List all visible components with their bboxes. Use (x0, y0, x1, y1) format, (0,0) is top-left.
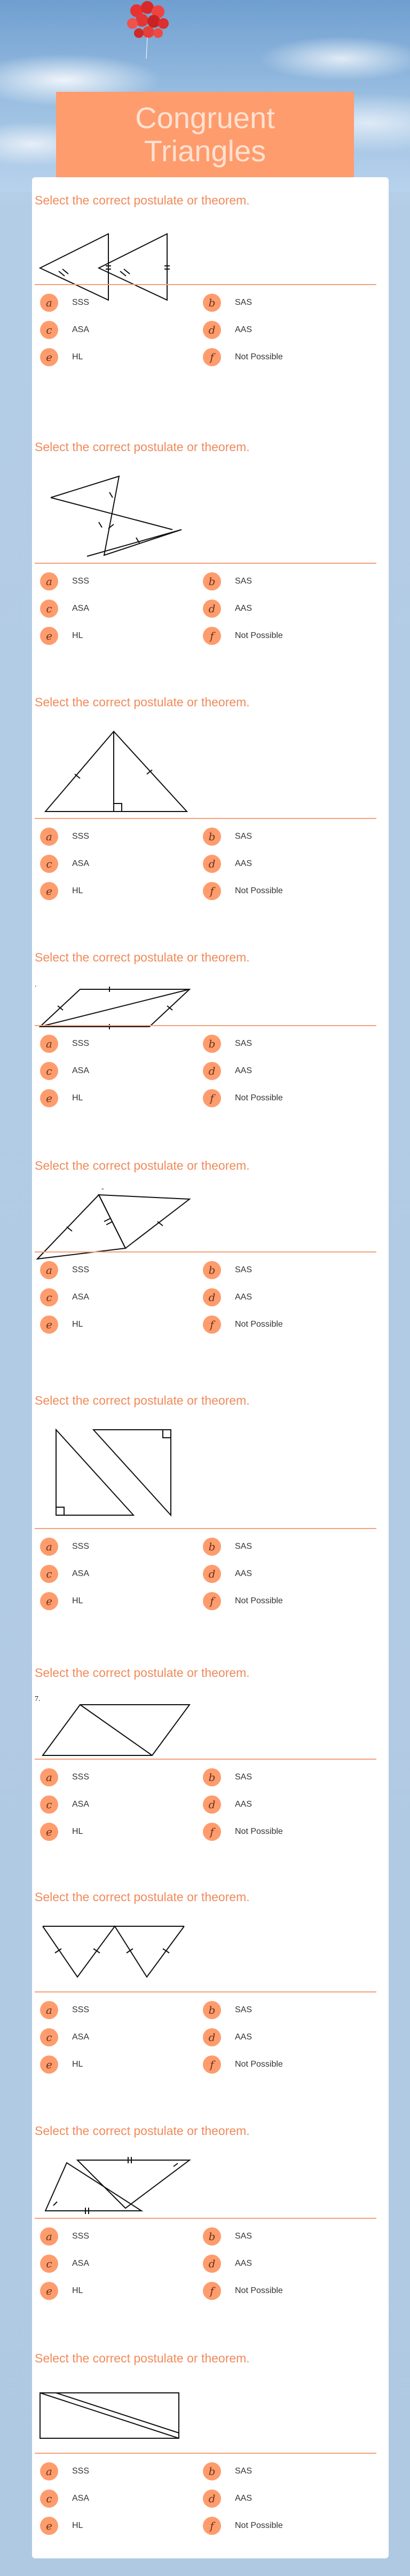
answer-option-a[interactable] (40, 2462, 89, 2480)
option-letter-badge: d (203, 1288, 221, 1306)
option-letter-badge: a (40, 2001, 58, 2019)
option-label: Not Possible (235, 2060, 283, 2069)
answer-option-f[interactable] (203, 1089, 283, 1107)
answer-option-a[interactable] (40, 1035, 89, 1053)
question-prompt: Select the correct postulate or theorem. (35, 950, 250, 964)
triangle-figure (35, 1916, 195, 1988)
answer-option-f[interactable] (203, 1823, 283, 1841)
option-label: SAS (235, 1265, 253, 1274)
option-label: HL (72, 886, 83, 895)
answer-option-d[interactable] (203, 321, 252, 339)
question-prompt: Select the correct postulate or theorem. (35, 2124, 250, 2138)
option-label: HL (72, 2521, 83, 2530)
balloons-image (121, 0, 174, 59)
answer-option-e[interactable] (40, 1089, 83, 1107)
divider (35, 1991, 376, 1992)
option-label: ASA (72, 1066, 90, 1075)
option-letter-badge: a (40, 294, 58, 312)
option-label: SSS (72, 1542, 90, 1551)
option-letter-badge: e (40, 2055, 58, 2074)
option-letter-badge: e (40, 2282, 58, 2300)
option-label: Not Possible (235, 886, 283, 895)
answer-option-f[interactable] (203, 882, 283, 900)
option-label: SSS (72, 1773, 90, 1782)
option-letter-badge: e (40, 1823, 58, 1841)
option-label: AAS (235, 604, 253, 613)
option-letter-badge: e (40, 882, 58, 900)
question-prompt: Select the correct postulate or theorem. (35, 2351, 250, 2365)
answer-option-a[interactable] (40, 2227, 89, 2246)
page-title: Congruent Triangles (135, 101, 275, 168)
option-label: HL (72, 1596, 83, 1605)
answer-option-c[interactable] (40, 1795, 89, 1814)
option-label: AAS (235, 2259, 253, 2268)
triangle-figure (35, 976, 195, 1043)
answer-option-e[interactable] (40, 1823, 83, 1841)
option-letter-badge: b (203, 572, 221, 590)
option-letter-badge: a (40, 572, 58, 590)
option-letter-badge: e (40, 1592, 58, 1610)
question-prompt: Select the correct postulate or theorem. (35, 193, 250, 207)
answer-option-e[interactable] (40, 627, 83, 645)
option-label: SSS (72, 2005, 90, 2014)
answer-option-d[interactable] (203, 1795, 252, 1814)
option-label: Not Possible (235, 1827, 283, 1836)
option-letter-badge: a (40, 2462, 58, 2480)
answer-option-c[interactable] (40, 2028, 89, 2046)
option-letter-badge: c (40, 600, 58, 618)
option-letter-badge: f (203, 627, 221, 645)
answer-option-c[interactable] (40, 1062, 89, 1080)
option-letter-badge: f (203, 1089, 221, 1107)
option-label: Not Possible (235, 2286, 283, 2295)
option-letter-badge: b (203, 1538, 221, 1556)
answer-option-e[interactable] (40, 1315, 83, 1334)
option-label: ASA (72, 1800, 90, 1809)
option-letter-badge: c (40, 1795, 58, 1814)
answer-option-c[interactable] (40, 1288, 89, 1306)
triangle-figure (35, 2377, 195, 2449)
triangle-figure (35, 466, 184, 570)
option-label: SAS (235, 2005, 253, 2014)
option-letter-badge: e (40, 627, 58, 645)
divider (35, 2453, 376, 2454)
option-letter-badge: c (40, 1062, 58, 1080)
triangle-figure (35, 1691, 195, 1769)
option-letter-badge: d (203, 2490, 221, 2508)
answer-option-b[interactable] (203, 572, 252, 590)
answer-option-f[interactable] (203, 2055, 283, 2074)
answer-option-f[interactable] (203, 1592, 283, 1610)
option-label: SSS (72, 2232, 90, 2241)
divider (35, 1528, 376, 1529)
answer-option-a[interactable] (40, 294, 89, 312)
divider (35, 1025, 376, 1026)
option-letter-badge: c (40, 1565, 58, 1583)
option-letter-badge: d (203, 321, 221, 339)
answer-option-f[interactable] (203, 348, 283, 366)
worksheet-card (32, 177, 389, 2558)
answer-option-f[interactable] (203, 627, 283, 645)
option-letter-badge: b (203, 1768, 221, 1786)
answer-option-e[interactable] (40, 348, 83, 366)
option-label: AAS (235, 1066, 253, 1075)
option-letter-badge: f (203, 882, 221, 900)
answer-option-d[interactable] (203, 1288, 252, 1306)
answer-option-b[interactable] (203, 294, 252, 312)
divider (35, 563, 376, 564)
option-letter-badge: a (40, 1261, 58, 1279)
option-letter-badge: b (203, 828, 221, 846)
option-letter-badge: d (203, 1565, 221, 1583)
option-letter-badge: d (203, 855, 221, 873)
option-label: HL (72, 1827, 83, 1836)
question-prompt: Select the correct postulate or theorem. (35, 440, 250, 454)
option-letter-badge: e (40, 348, 58, 366)
option-letter-badge: c (40, 2028, 58, 2046)
option-label: AAS (235, 1569, 253, 1578)
answer-option-a[interactable] (40, 1768, 89, 1786)
option-letter-badge: b (203, 1261, 221, 1279)
option-letter-badge: b (203, 2227, 221, 2246)
triangle-figure (35, 721, 195, 820)
option-letter-badge: f (203, 2055, 221, 2074)
option-label: ASA (72, 604, 90, 613)
divider (35, 284, 376, 285)
answer-option-c[interactable] (40, 321, 89, 339)
answer-option-b[interactable] (203, 2001, 252, 2019)
answer-option-f[interactable] (203, 2282, 283, 2300)
option-letter-badge: d (203, 1062, 221, 1080)
option-letter-badge: c (40, 321, 58, 339)
answer-option-d[interactable] (203, 1062, 252, 1080)
triangle-figure (35, 1184, 195, 1267)
answer-option-d[interactable] (203, 1565, 252, 1583)
figure-label: - (101, 1185, 104, 1193)
question-prompt: Select the correct postulate or theorem. (35, 1393, 250, 1407)
option-label: SSS (72, 1039, 90, 1048)
answer-option-c[interactable] (40, 855, 89, 873)
answer-option-d[interactable] (203, 2490, 252, 2508)
option-letter-badge: d (203, 1795, 221, 1814)
option-label: AAS (235, 1800, 253, 1809)
answer-option-c[interactable] (40, 1565, 89, 1583)
answer-option-e[interactable] (40, 882, 83, 900)
option-label: ASA (72, 2033, 90, 2042)
question-prompt: Select the correct postulate or theorem. (35, 1890, 250, 1904)
option-letter-badge: d (203, 600, 221, 618)
answer-option-c[interactable] (40, 2490, 89, 2508)
figure-label: . (35, 981, 37, 989)
option-label: HL (72, 352, 83, 361)
option-label: AAS (235, 859, 253, 868)
option-label: SSS (72, 577, 90, 586)
option-label: HL (72, 2286, 83, 2295)
answer-option-b[interactable] (203, 2462, 252, 2480)
answer-option-c[interactable] (40, 2255, 89, 2273)
option-letter-badge: f (203, 348, 221, 366)
answer-option-b[interactable] (203, 2227, 252, 2246)
answer-option-d[interactable] (203, 855, 252, 873)
option-letter-badge: d (203, 2255, 221, 2273)
option-letter-badge: e (40, 2517, 58, 2535)
answer-option-a[interactable] (40, 572, 89, 590)
option-letter-badge: f (203, 1592, 221, 1610)
option-letter-badge: c (40, 2255, 58, 2273)
question-prompt: Select the correct postulate or theorem. (35, 1159, 250, 1172)
option-label: ASA (72, 325, 90, 334)
option-letter-badge: b (203, 2001, 221, 2019)
option-label: SAS (235, 832, 253, 841)
option-label: AAS (235, 325, 253, 334)
option-letter-badge: a (40, 2227, 58, 2246)
option-label: SSS (72, 298, 90, 307)
divider (35, 1759, 376, 1760)
option-label: SAS (235, 2467, 253, 2476)
option-label: ASA (72, 1293, 90, 1302)
option-label: ASA (72, 2259, 90, 2268)
option-label: Not Possible (235, 631, 283, 640)
question-prompt: Select the correct postulate or theorem. (35, 695, 250, 709)
sky-header (0, 0, 410, 192)
option-letter-badge: f (203, 1823, 221, 1841)
option-label: SAS (235, 2232, 253, 2241)
option-label: AAS (235, 2033, 253, 2042)
divider (35, 2218, 376, 2219)
option-label: Not Possible (235, 2521, 283, 2530)
option-letter-badge: c (40, 855, 58, 873)
option-label: ASA (72, 2494, 90, 2503)
option-label: SSS (72, 1265, 90, 1274)
triangle-figure (35, 2149, 195, 2221)
option-letter-badge: c (40, 2490, 58, 2508)
option-label: Not Possible (235, 1320, 283, 1329)
answer-option-a[interactable] (40, 828, 89, 846)
option-letter-badge: a (40, 1768, 58, 1786)
answer-option-d[interactable] (203, 2028, 252, 2046)
option-letter-badge: f (203, 2282, 221, 2300)
option-label: SAS (235, 1773, 253, 1782)
triangle-figure (35, 1419, 174, 1529)
option-label: SAS (235, 577, 253, 586)
answer-option-c[interactable] (40, 600, 89, 618)
option-label: SSS (72, 2467, 90, 2476)
option-label: HL (72, 2060, 83, 2069)
option-label: Not Possible (235, 352, 283, 361)
answer-option-b[interactable] (203, 1538, 252, 1556)
option-label: Not Possible (235, 1596, 283, 1605)
option-label: Not Possible (235, 1093, 283, 1102)
option-label: HL (72, 1320, 83, 1329)
answer-option-e[interactable] (40, 2517, 83, 2535)
option-label: HL (72, 631, 83, 640)
option-letter-badge: b (203, 2462, 221, 2480)
option-letter-badge: b (203, 294, 221, 312)
divider (35, 818, 376, 819)
answer-option-d[interactable] (203, 2255, 252, 2273)
option-label: SAS (235, 298, 253, 307)
answer-option-b[interactable] (203, 1035, 252, 1053)
question-prompt: Select the correct postulate or theorem. (35, 1666, 250, 1680)
option-letter-badge: a (40, 1035, 58, 1053)
answer-option-f[interactable] (203, 1315, 283, 1334)
answer-option-e[interactable] (40, 2055, 83, 2074)
option-letter-badge: a (40, 828, 58, 846)
answer-option-e[interactable] (40, 2282, 83, 2300)
option-letter-badge: b (203, 1035, 221, 1053)
answer-option-a[interactable] (40, 2001, 89, 2019)
divider (35, 1251, 376, 1252)
option-label: ASA (72, 859, 90, 868)
option-label: HL (72, 1093, 83, 1102)
option-letter-badge: d (203, 2028, 221, 2046)
option-letter-badge: a (40, 1538, 58, 1556)
answer-option-b[interactable] (203, 1261, 252, 1279)
option-label: SAS (235, 1039, 253, 1048)
option-label: SAS (235, 1542, 253, 1551)
figure-label: 7. (35, 1695, 41, 1703)
option-letter-badge: f (203, 1315, 221, 1334)
option-letter-badge: e (40, 1089, 58, 1107)
option-letter-badge: e (40, 1315, 58, 1334)
answer-option-b[interactable] (203, 828, 252, 846)
answer-option-b[interactable] (203, 1768, 252, 1786)
answer-option-a[interactable] (40, 1261, 89, 1279)
answer-option-d[interactable] (203, 600, 252, 618)
option-label: AAS (235, 1293, 253, 1302)
option-label: AAS (235, 2494, 253, 2503)
option-label: SSS (72, 832, 90, 841)
answer-option-a[interactable] (40, 1538, 89, 1556)
answer-option-e[interactable] (40, 1592, 83, 1610)
answer-option-f[interactable] (203, 2517, 283, 2535)
option-letter-badge: f (203, 2517, 221, 2535)
title-banner (56, 92, 354, 177)
option-letter-badge: c (40, 1288, 58, 1306)
option-label: ASA (72, 1569, 90, 1578)
